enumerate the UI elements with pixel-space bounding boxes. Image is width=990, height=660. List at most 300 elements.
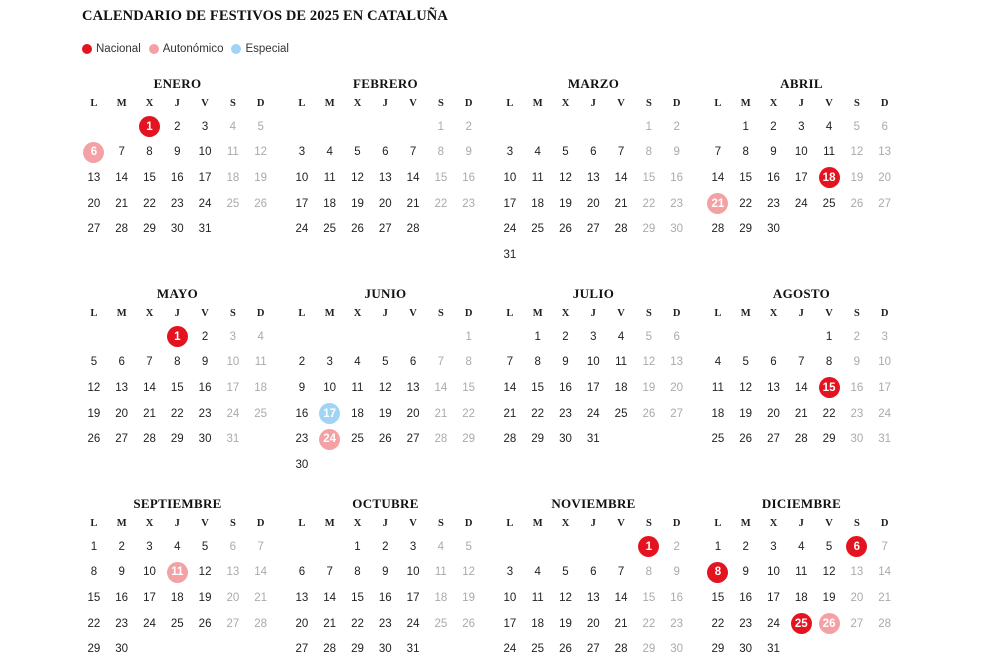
day-cell [108,636,136,660]
day-number: 23 [462,197,476,210]
empty-cell [316,324,344,350]
day-number: 6 [590,146,597,159]
day-number: 1 [354,540,361,553]
empty-cell [288,324,316,350]
day-number: 30 [378,643,392,656]
day-number: 9 [742,566,749,579]
weekday-header: L [714,308,722,319]
day-number: 6 [229,540,237,553]
day-cell [579,401,607,427]
day-number: 25 [170,617,184,630]
weekday-header: L [506,98,514,109]
day-cell [871,401,899,427]
day-number: 19 [351,197,364,210]
day-number: 13 [670,356,684,369]
day-cell [191,191,219,217]
day-number: 16 [295,407,309,420]
day-cell [871,560,899,586]
day-cell [455,401,483,427]
day-cell [108,216,136,242]
weekday-header: J [382,98,388,109]
day-cell [247,191,275,217]
day-number: 2 [562,330,569,343]
day-number: 7 [798,356,805,369]
day-cell [607,375,635,401]
day-cell [371,216,399,242]
day-cell [579,585,607,611]
day-cell [344,636,372,660]
day-cell [843,401,871,427]
day-cell [871,585,899,611]
day-number: 4 [354,356,361,369]
weekday-header: D [880,518,889,529]
day-cell [80,534,108,560]
day-number: 12 [559,171,572,184]
day-cell [496,611,524,637]
day-number: 3 [506,146,514,159]
weekday-header: M [324,308,335,319]
day-cell [191,426,219,452]
day-number: 11 [615,356,628,369]
day-cell [760,401,788,427]
day-number: 1 [638,536,659,557]
day-number: 23 [198,407,212,420]
day-number: 15 [434,171,448,184]
weekday-header: S [229,98,236,109]
day-number: 26 [351,223,364,236]
day-cell [843,611,871,637]
day-number: 9 [562,356,569,369]
day-cell [108,611,136,637]
day-number: 24 [295,223,309,236]
day-cell [704,585,732,611]
day-number: 3 [229,330,237,343]
month-name: DICIEMBRE [761,496,842,511]
day-number: 13 [406,381,420,394]
empty-cell [524,114,552,140]
day-number: 2 [298,356,306,369]
day-number: 5 [90,356,98,369]
day-number: 8 [146,146,153,159]
day-number: 29 [642,223,656,236]
nacional-dot-icon [82,44,92,54]
empty-cell [316,114,344,140]
weekday-header: M [324,518,335,529]
day-number: 5 [853,120,861,133]
day-cell [843,140,871,166]
weekday-header: V [617,518,625,529]
day-cell [552,636,580,660]
day-cell [760,140,788,166]
day-cell [871,324,899,350]
day-cell [316,375,344,401]
empty-cell [288,534,316,560]
day-number: 13 [767,381,780,394]
day-cell [247,534,275,560]
day-number: 25 [531,643,545,656]
day-cell [191,165,219,191]
day-cell [371,585,399,611]
day-number: 10 [406,566,420,579]
weekday-header: M [740,98,751,109]
day-cell [635,611,663,637]
day-cell [552,611,580,637]
day-number: 20 [295,617,309,630]
day-number: 15 [711,591,725,604]
day-number: 7 [714,146,722,159]
day-number: 9 [465,146,472,159]
day-cell [136,191,164,217]
day-number: 18 [226,171,240,184]
weekday-header: X [561,518,570,529]
day-cell [732,401,760,427]
day-number: 21 [434,407,448,420]
day-number: 26 [462,617,476,630]
day-number: 9 [118,566,125,579]
day-cell [136,165,164,191]
weekday-header: S [437,98,444,109]
day-cell [247,401,275,427]
day-cell [787,165,815,191]
day-cell [455,140,483,166]
day-number: 3 [409,540,417,553]
day-number: 15 [170,381,184,394]
day-cell [524,585,552,611]
day-cell [427,114,455,140]
day-number: 3 [590,330,597,343]
day-number: 26 [254,197,268,210]
day-number: 6 [409,356,417,369]
holiday-day [316,426,344,452]
day-number: 14 [711,171,725,184]
weekday-header: M [740,518,751,529]
weekday-header: J [798,308,804,319]
day-number: 30 [295,458,309,471]
day-cell [704,401,732,427]
day-number: 1 [742,120,749,133]
day-number: 12 [462,566,476,579]
day-cell [732,114,760,140]
day-number: 7 [437,356,445,369]
day-cell [552,375,580,401]
day-cell [843,350,871,376]
month-grid [80,514,275,660]
day-cell [80,350,108,376]
day-cell [80,560,108,586]
empty-cell [552,114,580,140]
day-cell [607,611,635,637]
month-name: MAYO [156,286,199,301]
day-number: 15 [819,377,840,398]
day-number: 10 [323,381,337,394]
day-cell [663,114,691,140]
day-number: 24 [503,643,517,656]
day-number: 19 [378,407,392,420]
day-number: 19 [559,617,572,630]
day-cell [524,140,552,166]
day-number: 17 [319,403,340,424]
page-title: CALENDARIO DE FESTIVOS DE 2025 EN CATALUÑA [82,8,448,24]
day-number: 3 [326,356,333,369]
day-number: 29 [351,643,364,656]
day-number: 4 [825,120,833,133]
legend-label: Nacional [96,43,141,55]
day-number: 12 [198,566,212,579]
day-number: 18 [323,197,337,210]
weekday-header: M [116,308,127,319]
weekday-header: L [90,308,98,319]
day-number: 12 [87,381,101,394]
day-cell [663,636,691,660]
empty-cell [371,324,399,350]
day-cell [871,426,899,452]
day-number: 12 [559,591,572,604]
day-number: 28 [711,223,725,236]
day-number: 5 [257,120,264,133]
empty-cell [288,114,316,140]
day-number: 15 [531,381,545,394]
day-cell [552,350,580,376]
day-number: 22 [434,197,448,210]
day-cell [399,375,427,401]
day-number: 31 [586,433,600,446]
weekday-header: S [645,518,652,529]
day-number: 7 [326,566,333,579]
day-number: 13 [586,171,600,184]
weekday-header: L [714,518,722,529]
day-cell [108,191,136,217]
day-number: 1 [437,120,445,133]
day-cell [607,585,635,611]
day-number: 23 [670,197,684,210]
day-cell [316,636,344,660]
day-number: 15 [462,381,476,394]
weekday-header: D [256,308,265,319]
day-number: 9 [298,381,306,394]
day-cell [704,350,732,376]
day-cell [732,165,760,191]
day-number: 8 [534,356,541,369]
day-cell [607,401,635,427]
day-cell [247,611,275,637]
day-cell [371,611,399,637]
day-number: 28 [115,223,129,236]
weekday-header: S [853,308,860,319]
day-number: 20 [586,197,600,210]
month-enero [80,74,275,242]
legend-item-nacional [82,43,141,55]
day-number: 15 [351,591,364,604]
weekday-header: X [353,98,362,109]
day-number: 2 [201,330,209,343]
day-number: 26 [850,197,864,210]
day-cell [704,426,732,452]
day-number: 24 [226,407,240,420]
day-number: 13 [226,566,240,579]
day-cell [136,350,164,376]
day-cell [635,140,663,166]
day-cell [316,165,344,191]
day-number: 26 [559,643,572,656]
day-number: 21 [254,591,268,604]
day-cell [288,452,316,478]
day-cell [732,350,760,376]
month-name: OCTUBRE [352,496,419,511]
day-number: 20 [115,407,129,420]
day-cell [524,426,552,452]
empty-cell [371,114,399,140]
day-number: 11 [531,171,544,184]
month-name: FEBRERO [353,76,418,91]
holiday-day [815,375,843,401]
day-cell [108,140,136,166]
day-cell [191,560,219,586]
day-number: 7 [617,146,625,159]
day-cell [344,560,372,586]
day-number: 10 [198,146,212,159]
day-number: 30 [767,223,780,236]
day-cell [760,636,788,660]
day-number: 14 [323,591,337,604]
day-number: 30 [115,643,129,656]
day-cell [191,114,219,140]
day-number: 9 [770,146,777,159]
holiday-day [635,534,663,560]
day-cell [288,560,316,586]
weekday-header: L [714,98,722,109]
day-cell [219,114,247,140]
day-number: 15 [87,591,101,604]
day-number: 24 [767,617,780,630]
weekday-header: J [174,308,180,319]
day-number: 3 [506,566,514,579]
day-cell [219,560,247,586]
weekday-header: D [464,518,473,529]
day-number: 2 [465,120,472,133]
day-cell [219,165,247,191]
day-cell [524,560,552,586]
day-cell [552,585,580,611]
day-cell [288,426,316,452]
day-number: 16 [767,171,780,184]
day-cell [524,350,552,376]
day-cell [427,350,455,376]
weekday-header: D [672,308,681,319]
month-grid [80,94,275,242]
day-cell [787,191,815,217]
day-cell [607,636,635,660]
day-number: 11 [531,591,544,604]
day-cell [579,560,607,586]
day-cell [191,534,219,560]
day-cell [552,140,580,166]
weekday-header: S [229,518,236,529]
weekday-header: L [298,518,306,529]
day-number: 29 [170,433,184,446]
weekday-header: X [145,308,154,319]
day-number: 20 [878,171,892,184]
weekday-header: J [174,518,180,529]
day-number: 4 [257,330,264,343]
day-cell [316,560,344,586]
day-number: 14 [406,171,420,184]
day-cell [760,611,788,637]
day-cell [191,216,219,242]
day-number: 25 [822,197,836,210]
weekday-header: D [880,308,889,319]
day-number: 23 [378,617,392,630]
day-number: 1 [534,330,541,343]
day-number: 11 [167,562,188,583]
day-cell [579,165,607,191]
day-cell [80,216,108,242]
day-cell [219,140,247,166]
empty-cell [579,534,607,560]
day-number: 24 [319,429,340,450]
empty-cell [704,324,732,350]
day-number: 1 [825,330,833,343]
day-number: 29 [462,433,476,446]
day-number: 5 [562,566,569,579]
day-number: 2 [174,120,181,133]
day-number: 20 [87,197,101,210]
day-number: 15 [143,171,156,184]
day-cell [524,324,552,350]
day-number: 4 [534,146,541,159]
day-number: 10 [586,356,600,369]
day-cell [108,426,136,452]
weekday-header: X [769,518,778,529]
day-number: 1 [167,326,188,347]
day-cell [399,191,427,217]
day-number: 19 [739,407,753,420]
weekday-header: L [506,308,514,319]
day-cell [787,560,815,586]
weekday-header: S [645,308,652,319]
month-grid [288,94,483,242]
day-number: 8 [645,146,653,159]
day-number: 18 [819,167,840,188]
day-cell [108,401,136,427]
day-cell [247,585,275,611]
month-diciembre [704,494,899,660]
weekday-header: X [561,98,570,109]
day-cell [163,611,191,637]
day-cell [344,165,372,191]
day-cell [136,401,164,427]
weekday-header: X [769,98,778,109]
day-cell [663,165,691,191]
day-cell [80,375,108,401]
holiday-day [80,140,108,166]
day-cell [704,611,732,637]
day-cell [108,560,136,586]
weekday-header: V [825,308,833,319]
day-number: 13 [295,591,309,604]
day-number: 18 [434,591,448,604]
day-number: 20 [406,407,420,420]
weekday-header: L [298,98,306,109]
day-number: 18 [531,617,545,630]
day-cell [496,560,524,586]
day-cell [219,426,247,452]
day-cell [288,401,316,427]
day-number: 6 [770,356,777,369]
weekday-header: S [853,518,860,529]
weekday-header: M [532,98,543,109]
day-number: 30 [850,433,864,446]
day-cell [163,375,191,401]
